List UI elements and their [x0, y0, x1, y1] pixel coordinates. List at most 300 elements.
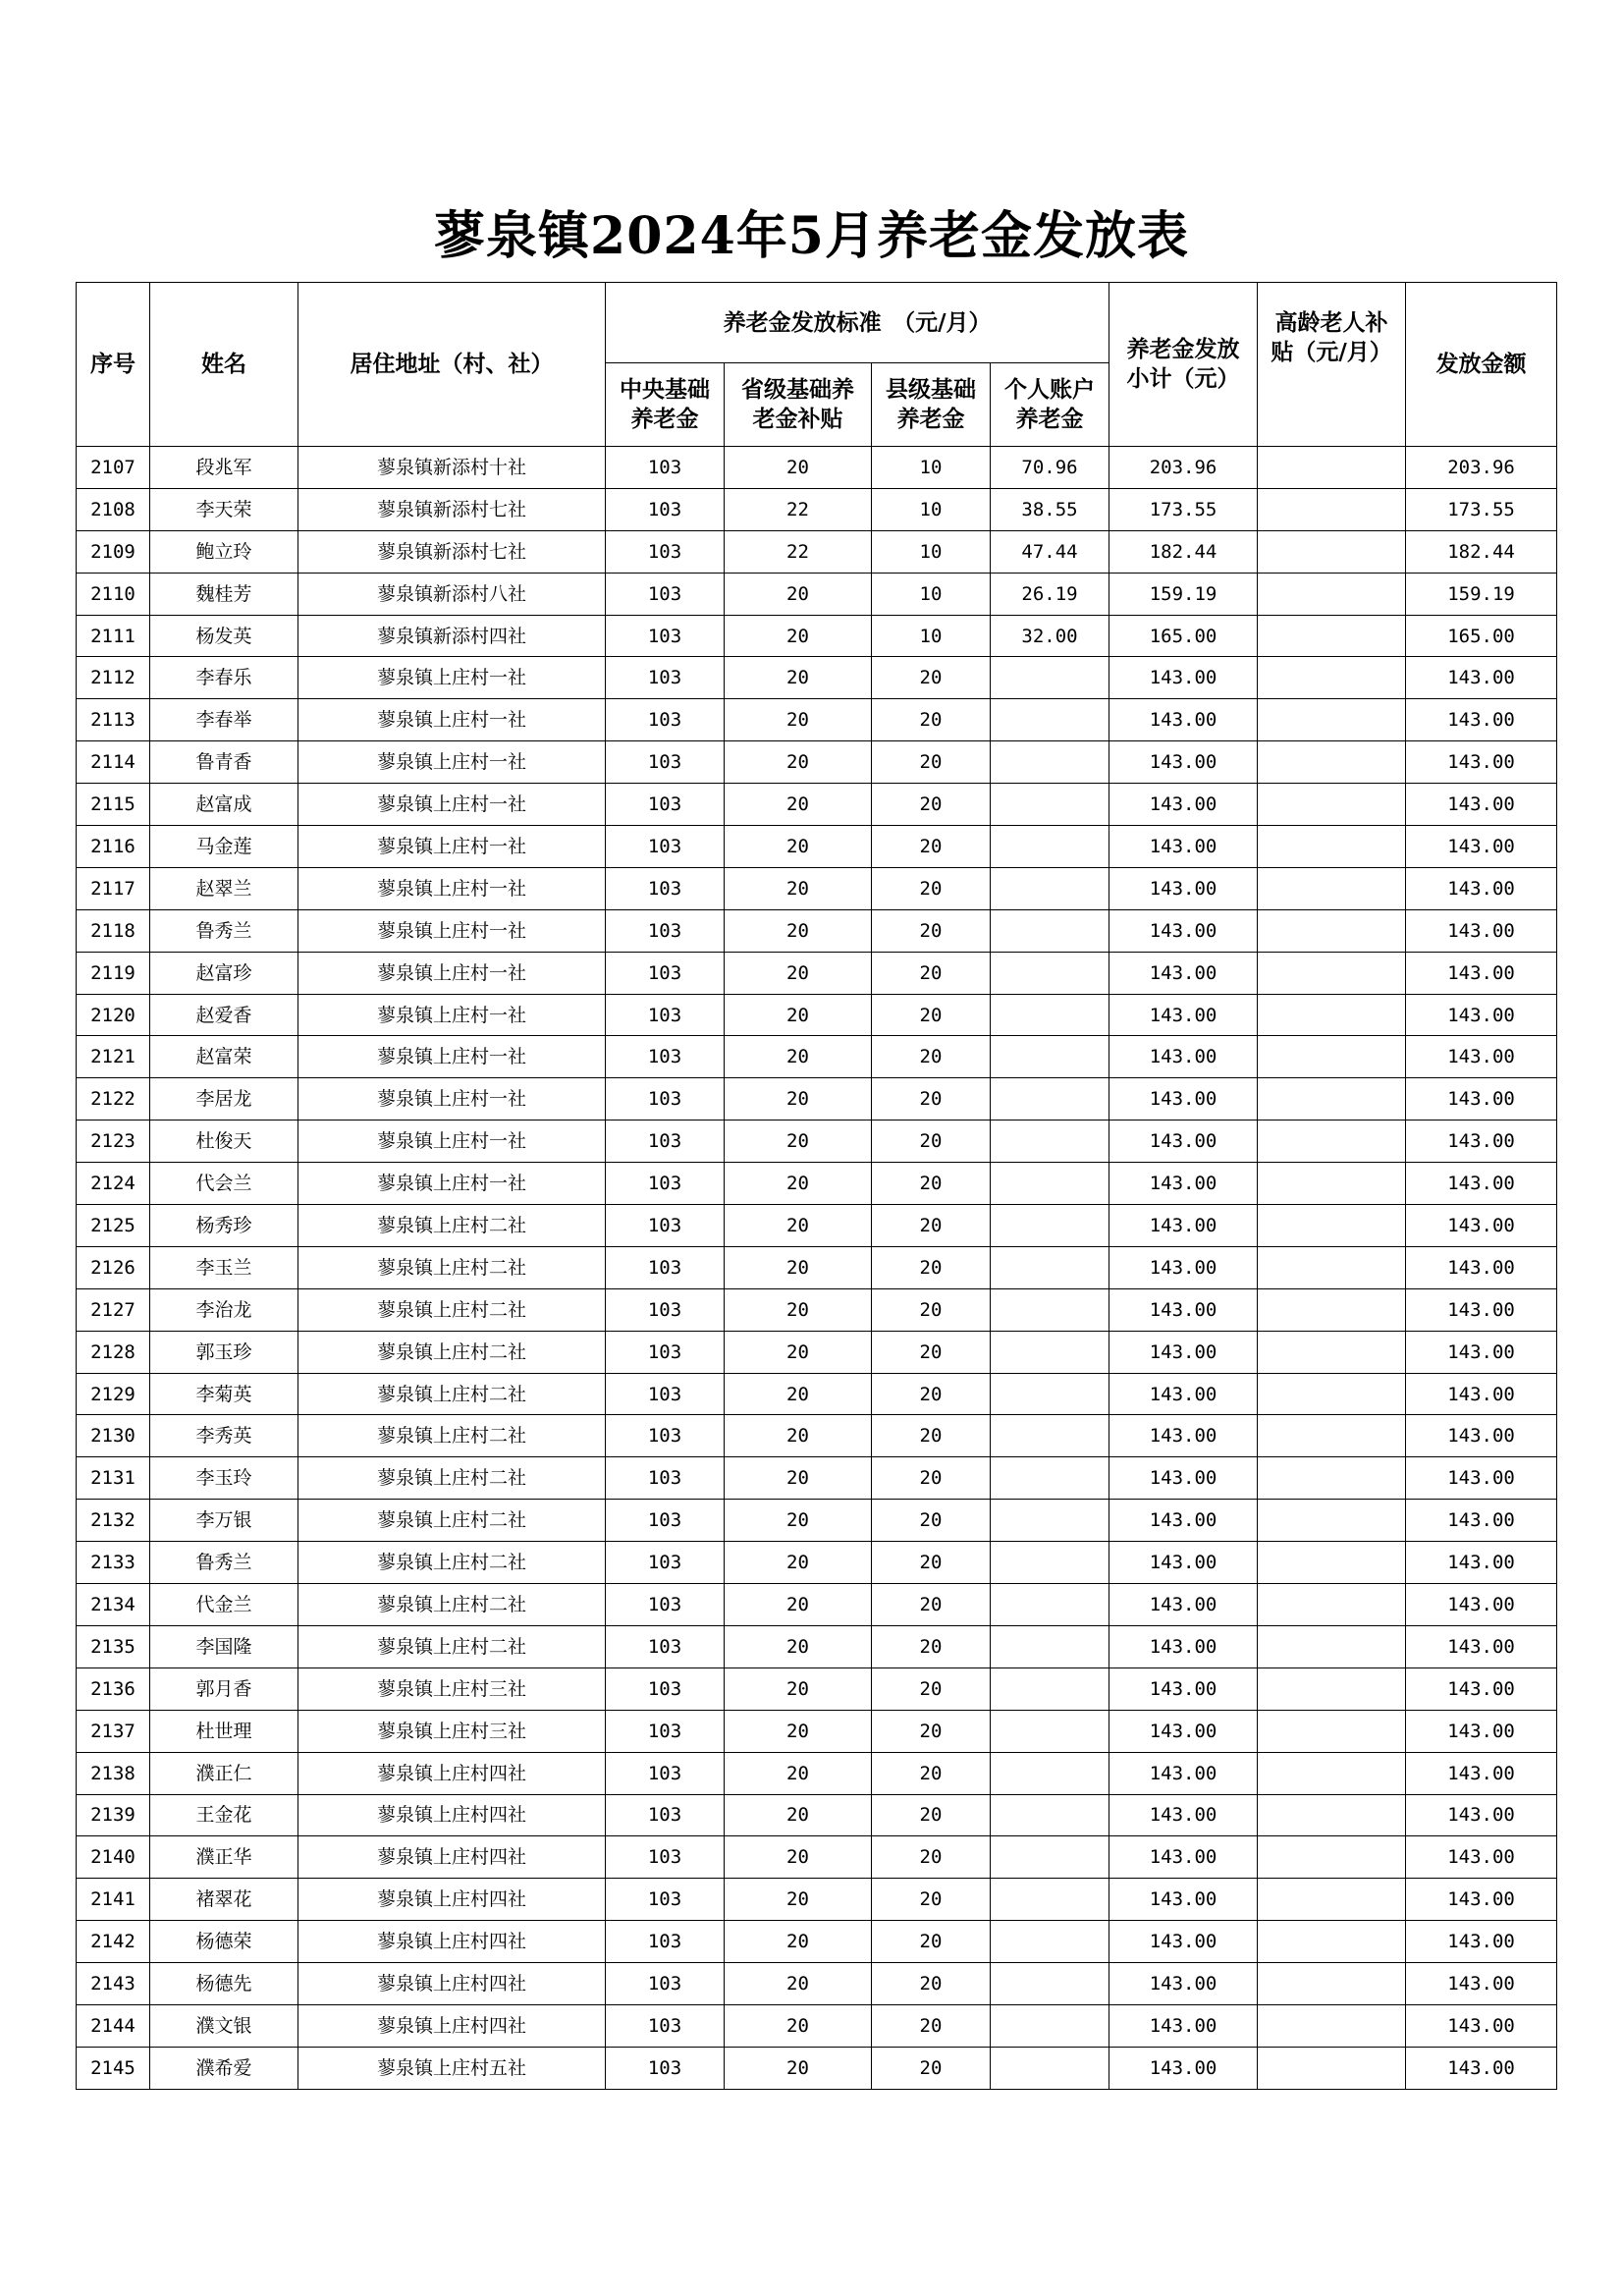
cell-address: 蓼泉镇上庄村一社 [298, 952, 606, 994]
cell-central: 103 [606, 1710, 725, 1752]
cell-county: 20 [872, 1121, 991, 1163]
cell-county: 20 [872, 741, 991, 784]
cell-name: 李秀英 [150, 1415, 298, 1457]
cell-provincial: 20 [725, 615, 872, 657]
table-row [77, 699, 1557, 741]
cell-personal: 26.19 [991, 573, 1109, 615]
cell-elderly [1258, 699, 1406, 741]
header-address: 居住地址（村、社） [298, 283, 606, 447]
cell-amount: 143.00 [1406, 1163, 1557, 1205]
cell-provincial: 20 [725, 994, 872, 1036]
cell-personal: 38.55 [991, 488, 1109, 530]
cell-central: 103 [606, 909, 725, 952]
cell-name: 杜俊天 [150, 1121, 298, 1163]
cell-personal [991, 1836, 1109, 1879]
cell-central: 103 [606, 1836, 725, 1879]
cell-seq: 2115 [77, 784, 150, 826]
cell-name: 杨发英 [150, 615, 298, 657]
cell-central: 103 [606, 1625, 725, 1667]
cell-personal [991, 1667, 1109, 1710]
cell-address: 蓼泉镇上庄村二社 [298, 1625, 606, 1667]
cell-elderly [1258, 1794, 1406, 1836]
cell-provincial: 20 [725, 699, 872, 741]
cell-address: 蓼泉镇上庄村二社 [298, 1373, 606, 1415]
header-seq: 序号 [77, 283, 150, 447]
cell-county: 20 [872, 1584, 991, 1626]
cell-seq: 2107 [77, 447, 150, 489]
cell-address: 蓼泉镇新添村七社 [298, 530, 606, 573]
cell-elderly [1258, 1078, 1406, 1121]
cell-seq: 2129 [77, 1373, 150, 1415]
cell-elderly [1258, 1500, 1406, 1542]
table-row [77, 1246, 1557, 1288]
cell-name: 鲁青香 [150, 741, 298, 784]
table-row [77, 1794, 1557, 1836]
cell-subtotal: 143.00 [1109, 784, 1258, 826]
cell-address: 蓼泉镇上庄村四社 [298, 1752, 606, 1794]
table-row [77, 994, 1557, 1036]
cell-amount: 203.96 [1406, 447, 1557, 489]
cell-personal [991, 1879, 1109, 1921]
cell-personal [991, 1794, 1109, 1836]
table-row [77, 657, 1557, 699]
cell-county: 20 [872, 1625, 991, 1667]
cell-amount: 143.00 [1406, 1667, 1557, 1710]
cell-name: 濮正华 [150, 1836, 298, 1879]
cell-personal [991, 909, 1109, 952]
cell-name: 代金兰 [150, 1584, 298, 1626]
cell-subtotal: 143.00 [1109, 952, 1258, 994]
cell-provincial: 20 [725, 447, 872, 489]
cell-amount: 173.55 [1406, 488, 1557, 530]
cell-elderly [1258, 741, 1406, 784]
cell-subtotal: 165.00 [1109, 615, 1258, 657]
cell-name: 杨德先 [150, 1963, 298, 2005]
cell-subtotal: 143.00 [1109, 1373, 1258, 1415]
cell-address: 蓼泉镇上庄村一社 [298, 1078, 606, 1121]
cell-personal [991, 1710, 1109, 1752]
cell-provincial: 22 [725, 530, 872, 573]
cell-provincial: 20 [725, 1584, 872, 1626]
cell-provincial: 20 [725, 1921, 872, 1963]
cell-amount: 143.00 [1406, 826, 1557, 868]
cell-seq: 2118 [77, 909, 150, 952]
cell-elderly [1258, 1879, 1406, 1921]
table-row [77, 530, 1557, 573]
cell-name: 赵富成 [150, 784, 298, 826]
cell-county: 20 [872, 699, 991, 741]
header-elderly-subsidy: 高龄老人补贴（元/月） [1258, 283, 1406, 447]
cell-amount: 143.00 [1406, 1288, 1557, 1331]
cell-provincial: 20 [725, 867, 872, 909]
cell-elderly [1258, 1373, 1406, 1415]
cell-personal [991, 867, 1109, 909]
cell-seq: 2130 [77, 1415, 150, 1457]
cell-elderly [1258, 1584, 1406, 1626]
cell-address: 蓼泉镇上庄村一社 [298, 699, 606, 741]
cell-subtotal: 143.00 [1109, 1879, 1258, 1921]
cell-county: 20 [872, 784, 991, 826]
cell-county: 20 [872, 657, 991, 699]
cell-central: 103 [606, 1963, 725, 2005]
cell-provincial: 20 [725, 1710, 872, 1752]
table-row [77, 2004, 1557, 2047]
cell-provincial: 20 [725, 1667, 872, 1710]
cell-personal [991, 1963, 1109, 2005]
cell-provincial: 20 [725, 1500, 872, 1542]
cell-elderly [1258, 1121, 1406, 1163]
cell-personal [991, 1163, 1109, 1205]
cell-provincial: 20 [725, 2004, 872, 2047]
cell-elderly [1258, 1246, 1406, 1288]
cell-address: 蓼泉镇上庄村一社 [298, 1036, 606, 1078]
table-row [77, 1415, 1557, 1457]
cell-central: 103 [606, 573, 725, 615]
cell-personal [991, 1373, 1109, 1415]
cell-central: 103 [606, 1205, 725, 1247]
table-row [77, 867, 1557, 909]
cell-central: 103 [606, 1500, 725, 1542]
cell-elderly [1258, 1836, 1406, 1879]
cell-address: 蓼泉镇上庄村四社 [298, 1836, 606, 1879]
cell-elderly [1258, 2004, 1406, 2047]
cell-address: 蓼泉镇上庄村一社 [298, 784, 606, 826]
cell-amount: 143.00 [1406, 1078, 1557, 1121]
cell-subtotal: 143.00 [1109, 1331, 1258, 1373]
pension-table [76, 282, 1557, 2090]
table-row [77, 1373, 1557, 1415]
cell-elderly [1258, 615, 1406, 657]
cell-seq: 2139 [77, 1794, 150, 1836]
cell-central: 103 [606, 530, 725, 573]
cell-elderly [1258, 1163, 1406, 1205]
cell-county: 20 [872, 1963, 991, 2005]
table-row [77, 573, 1557, 615]
table-row [77, 909, 1557, 952]
cell-personal [991, 1288, 1109, 1331]
table-row [77, 952, 1557, 994]
cell-amount: 143.00 [1406, 657, 1557, 699]
cell-county: 20 [872, 1921, 991, 1963]
header-county: 县级基础养老金 [872, 363, 991, 447]
cell-seq: 2125 [77, 1205, 150, 1247]
table-row [77, 2047, 1557, 2089]
cell-provincial: 20 [725, 1288, 872, 1331]
cell-personal [991, 1036, 1109, 1078]
cell-provincial: 20 [725, 1963, 872, 2005]
cell-amount: 143.00 [1406, 2047, 1557, 2089]
cell-elderly [1258, 2047, 1406, 2089]
cell-central: 103 [606, 2004, 725, 2047]
cell-amount: 143.00 [1406, 1584, 1557, 1626]
cell-county: 20 [872, 1667, 991, 1710]
table-row [77, 1625, 1557, 1667]
cell-address: 蓼泉镇上庄村一社 [298, 826, 606, 868]
cell-elderly [1258, 1710, 1406, 1752]
cell-seq: 2138 [77, 1752, 150, 1794]
cell-provincial: 20 [725, 1794, 872, 1836]
page-title: 蓼泉镇2024年5月养老金发放表 [434, 206, 1189, 266]
cell-elderly [1258, 826, 1406, 868]
table-row [77, 1836, 1557, 1879]
table-row [77, 1163, 1557, 1205]
cell-county: 10 [872, 530, 991, 573]
cell-address: 蓼泉镇上庄村一社 [298, 657, 606, 699]
cell-name: 李春举 [150, 699, 298, 741]
cell-name: 李国隆 [150, 1625, 298, 1667]
cell-elderly [1258, 867, 1406, 909]
cell-personal [991, 2047, 1109, 2089]
cell-personal [991, 1752, 1109, 1794]
cell-seq: 2114 [77, 741, 150, 784]
cell-name: 濮文银 [150, 2004, 298, 2047]
cell-amount: 143.00 [1406, 1836, 1557, 1879]
cell-personal [991, 1921, 1109, 1963]
cell-central: 103 [606, 447, 725, 489]
cell-name: 濮希爱 [150, 2047, 298, 2089]
cell-elderly [1258, 573, 1406, 615]
cell-amount: 143.00 [1406, 741, 1557, 784]
cell-elderly [1258, 530, 1406, 573]
cell-name: 代会兰 [150, 1163, 298, 1205]
cell-county: 20 [872, 2047, 991, 2089]
cell-seq: 2131 [77, 1457, 150, 1500]
table-row [77, 826, 1557, 868]
cell-seq: 2109 [77, 530, 150, 573]
cell-subtotal: 143.00 [1109, 1584, 1258, 1626]
cell-subtotal: 143.00 [1109, 1036, 1258, 1078]
cell-county: 10 [872, 447, 991, 489]
cell-seq: 2126 [77, 1246, 150, 1288]
cell-seq: 2112 [77, 657, 150, 699]
cell-central: 103 [606, 699, 725, 741]
cell-personal [991, 952, 1109, 994]
cell-elderly [1258, 994, 1406, 1036]
cell-amount: 143.00 [1406, 1752, 1557, 1794]
cell-central: 103 [606, 994, 725, 1036]
cell-provincial: 20 [725, 1542, 872, 1584]
cell-county: 20 [872, 1542, 991, 1584]
cell-amount: 143.00 [1406, 784, 1557, 826]
cell-county: 20 [872, 1205, 991, 1247]
header-standard-group: 养老金发放标准 （元/月） [606, 283, 1109, 363]
cell-name: 李居龙 [150, 1078, 298, 1121]
cell-address: 蓼泉镇上庄村一社 [298, 1163, 606, 1205]
cell-personal [991, 1415, 1109, 1457]
cell-amount: 165.00 [1406, 615, 1557, 657]
cell-provincial: 20 [725, 1457, 872, 1500]
cell-county: 20 [872, 1415, 991, 1457]
cell-seq: 2119 [77, 952, 150, 994]
cell-personal: 70.96 [991, 447, 1109, 489]
cell-personal [991, 657, 1109, 699]
cell-provincial: 20 [725, 1163, 872, 1205]
cell-central: 103 [606, 615, 725, 657]
cell-amount: 143.00 [1406, 867, 1557, 909]
cell-address: 蓼泉镇上庄村二社 [298, 1331, 606, 1373]
table-row [77, 615, 1557, 657]
cell-seq: 2121 [77, 1036, 150, 1078]
cell-subtotal: 143.00 [1109, 1921, 1258, 1963]
cell-personal [991, 1205, 1109, 1247]
cell-name: 郭玉珍 [150, 1331, 298, 1373]
cell-county: 20 [872, 994, 991, 1036]
cell-amount: 143.00 [1406, 699, 1557, 741]
cell-name: 马金莲 [150, 826, 298, 868]
header-provincial: 省级基础养老金补贴 [725, 363, 872, 447]
cell-amount: 143.00 [1406, 909, 1557, 952]
cell-provincial: 20 [725, 657, 872, 699]
cell-elderly [1258, 1921, 1406, 1963]
cell-seq: 2143 [77, 1963, 150, 2005]
cell-county: 20 [872, 826, 991, 868]
cell-name: 李玉兰 [150, 1246, 298, 1288]
table-row [77, 1078, 1557, 1121]
cell-provincial: 20 [725, 909, 872, 952]
cell-address: 蓼泉镇上庄村一社 [298, 994, 606, 1036]
cell-amount: 143.00 [1406, 1542, 1557, 1584]
cell-elderly [1258, 1752, 1406, 1794]
cell-address: 蓼泉镇上庄村二社 [298, 1415, 606, 1457]
cell-subtotal: 143.00 [1109, 699, 1258, 741]
cell-elderly [1258, 1625, 1406, 1667]
table-row [77, 1542, 1557, 1584]
cell-seq: 2111 [77, 615, 150, 657]
cell-county: 20 [872, 1078, 991, 1121]
cell-subtotal: 143.00 [1109, 994, 1258, 1036]
cell-seq: 2116 [77, 826, 150, 868]
table-row [77, 1500, 1557, 1542]
cell-name: 李玉玲 [150, 1457, 298, 1500]
table-row [77, 741, 1557, 784]
cell-personal [991, 1331, 1109, 1373]
cell-provincial: 20 [725, 741, 872, 784]
cell-provincial: 20 [725, 1205, 872, 1247]
cell-address: 蓼泉镇上庄村三社 [298, 1667, 606, 1710]
cell-central: 103 [606, 2047, 725, 2089]
cell-seq: 2113 [77, 699, 150, 741]
cell-subtotal: 143.00 [1109, 1710, 1258, 1752]
cell-subtotal: 143.00 [1109, 1457, 1258, 1500]
cell-personal [991, 1246, 1109, 1288]
cell-personal [991, 1584, 1109, 1626]
cell-county: 10 [872, 615, 991, 657]
cell-address: 蓼泉镇上庄村一社 [298, 867, 606, 909]
cell-personal: 47.44 [991, 530, 1109, 573]
cell-central: 103 [606, 1288, 725, 1331]
table-row [77, 1288, 1557, 1331]
cell-address: 蓼泉镇新添村七社 [298, 488, 606, 530]
cell-county: 20 [872, 1373, 991, 1415]
cell-subtotal: 143.00 [1109, 1836, 1258, 1879]
cell-amount: 143.00 [1406, 1710, 1557, 1752]
cell-subtotal: 143.00 [1109, 1288, 1258, 1331]
cell-central: 103 [606, 488, 725, 530]
cell-subtotal: 143.00 [1109, 1078, 1258, 1121]
cell-provincial: 20 [725, 1246, 872, 1288]
cell-central: 103 [606, 1457, 725, 1500]
cell-seq: 2135 [77, 1625, 150, 1667]
cell-central: 103 [606, 952, 725, 994]
cell-personal [991, 741, 1109, 784]
cell-name: 王金花 [150, 1794, 298, 1836]
cell-subtotal: 143.00 [1109, 1794, 1258, 1836]
cell-provincial: 20 [725, 1373, 872, 1415]
cell-address: 蓼泉镇上庄村二社 [298, 1457, 606, 1500]
cell-seq: 2145 [77, 2047, 150, 2089]
cell-address: 蓼泉镇上庄村四社 [298, 1794, 606, 1836]
cell-amount: 143.00 [1406, 1415, 1557, 1457]
table-row [77, 1963, 1557, 2005]
cell-seq: 2124 [77, 1163, 150, 1205]
cell-seq: 2140 [77, 1836, 150, 1879]
cell-subtotal: 143.00 [1109, 657, 1258, 699]
cell-provincial: 20 [725, 1036, 872, 1078]
cell-central: 103 [606, 867, 725, 909]
cell-central: 103 [606, 741, 725, 784]
header-personal: 个人账户养老金 [991, 363, 1109, 447]
cell-provincial: 20 [725, 2047, 872, 2089]
cell-amount: 143.00 [1406, 952, 1557, 994]
cell-address: 蓼泉镇上庄村四社 [298, 1921, 606, 1963]
cell-address: 蓼泉镇上庄村二社 [298, 1500, 606, 1542]
cell-personal [991, 2004, 1109, 2047]
cell-amount: 182.44 [1406, 530, 1557, 573]
cell-subtotal: 173.55 [1109, 488, 1258, 530]
cell-county: 10 [872, 488, 991, 530]
cell-central: 103 [606, 1373, 725, 1415]
table-row [77, 1205, 1557, 1247]
cell-provincial: 20 [725, 1836, 872, 1879]
cell-subtotal: 143.00 [1109, 1667, 1258, 1710]
header-central: 中央基础养老金 [606, 363, 725, 447]
cell-amount: 143.00 [1406, 1963, 1557, 2005]
cell-name: 李春乐 [150, 657, 298, 699]
cell-address: 蓼泉镇新添村四社 [298, 615, 606, 657]
cell-central: 103 [606, 1752, 725, 1794]
cell-subtotal: 143.00 [1109, 1163, 1258, 1205]
cell-seq: 2142 [77, 1921, 150, 1963]
cell-name: 杜世理 [150, 1710, 298, 1752]
cell-amount: 143.00 [1406, 1205, 1557, 1247]
table-row [77, 1752, 1557, 1794]
cell-subtotal: 143.00 [1109, 867, 1258, 909]
cell-address: 蓼泉镇上庄村五社 [298, 2047, 606, 2089]
table-row [77, 1584, 1557, 1626]
cell-subtotal: 159.19 [1109, 573, 1258, 615]
cell-provincial: 20 [725, 826, 872, 868]
cell-seq: 2117 [77, 867, 150, 909]
header-subtotal: 养老金发放小计（元） [1109, 283, 1258, 447]
cell-elderly [1258, 1205, 1406, 1247]
table-row [77, 1331, 1557, 1373]
cell-central: 103 [606, 1246, 725, 1288]
cell-amount: 143.00 [1406, 1246, 1557, 1288]
cell-address: 蓼泉镇上庄村一社 [298, 741, 606, 784]
cell-county: 20 [872, 1794, 991, 1836]
cell-name: 段兆军 [150, 447, 298, 489]
cell-name: 赵富荣 [150, 1036, 298, 1078]
cell-address: 蓼泉镇新添村十社 [298, 447, 606, 489]
cell-address: 蓼泉镇上庄村四社 [298, 1879, 606, 1921]
cell-amount: 143.00 [1406, 1879, 1557, 1921]
cell-personal [991, 994, 1109, 1036]
cell-subtotal: 182.44 [1109, 530, 1258, 573]
cell-elderly [1258, 952, 1406, 994]
cell-county: 20 [872, 1752, 991, 1794]
cell-subtotal: 143.00 [1109, 1963, 1258, 2005]
cell-address: 蓼泉镇上庄村二社 [298, 1246, 606, 1288]
